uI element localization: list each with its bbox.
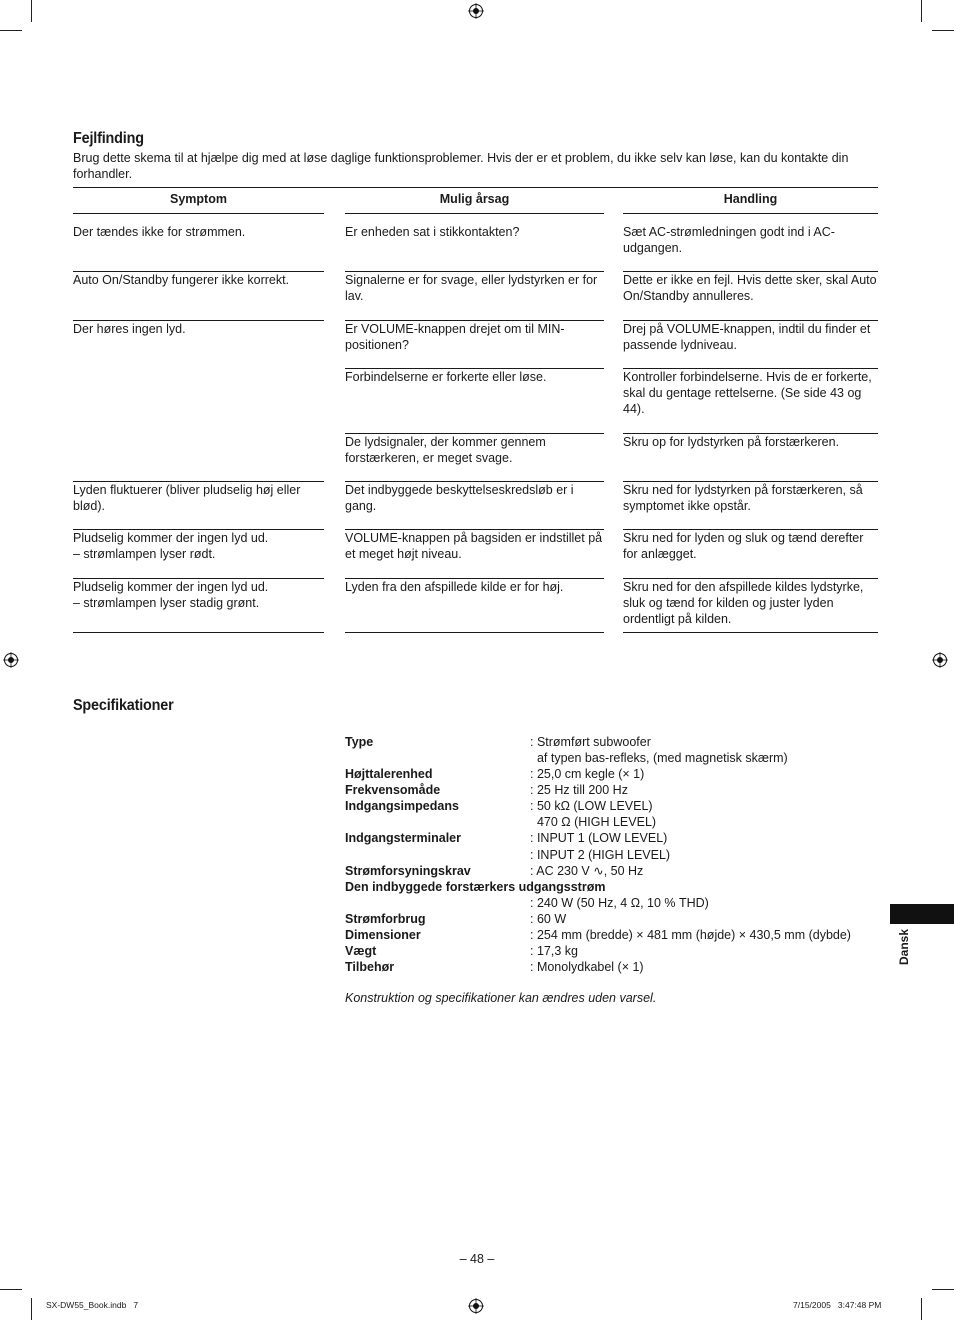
crop-mark — [921, 1298, 922, 1320]
spec-label: Vægt — [345, 944, 377, 958]
table-bottom-rule — [623, 632, 878, 633]
table-cell-cause: De lydsignaler, der kommer gennem forstærkeren, er meget svage. — [345, 435, 546, 465]
table-cell-symptom: Pludselig kommer der ingen lyd ud. – strømlampen lyser stadig grønt. — [73, 580, 269, 610]
table-cell-symptom: Der høres ingen lyd. — [73, 322, 186, 336]
table-cell-action: Dette er ikke en fejl. Hvis dette sker, skal Auto On/Standby annulleres. — [623, 273, 877, 303]
spec-label: Indgangsimpedans — [345, 799, 459, 813]
spec-label: Strømforsyningskrav — [345, 864, 471, 878]
crop-mark — [932, 30, 954, 31]
table-cell-cause: Det indbyggede beskyttelseskredsløb er i gang. — [345, 483, 574, 513]
registration-mark-icon — [468, 3, 484, 19]
table-cell-cause: Forbindelserne er forkerte eller løse. — [345, 370, 547, 384]
spec-label: Indgangsterminaler — [345, 831, 461, 845]
table-top-rule — [73, 187, 878, 188]
footer-timestamp: 7/15/2005 3:47:48 PM — [793, 1300, 882, 1310]
table-cell-action: Skru op for lydstyrken på forstærkeren. — [623, 435, 840, 449]
spec-value: : Strømført subwoofer — [530, 735, 651, 749]
troubleshooting-intro: Brug dette skema til at hjælpe dig med at løse daglige funktionsproblemer. Hvis der er et problem, du ikke selv kan løse, kan du kontakte din forhandler. — [73, 151, 849, 181]
language-tab — [890, 904, 954, 924]
spec-value: : INPUT 2 (HIGH LEVEL) — [530, 848, 671, 862]
language-tab-label: Dansk — [897, 928, 911, 965]
table-cell-action: Drej på VOLUME-knappen, indtil du finder et passende lydniveau. — [623, 322, 871, 352]
crop-mark — [31, 0, 32, 22]
spec-label: Tilbehør — [345, 960, 395, 974]
spec-label: Dimensioner — [345, 928, 421, 942]
column-header-symptom: Symptom — [170, 192, 227, 206]
spec-label: Den indbyggede forstærkers udgangsstrøm — [345, 880, 606, 894]
table-cell-action: Skru ned for lydstyrken på forstærkeren, så symptomet ikke opstår. — [623, 483, 863, 513]
header-bottom-rule — [345, 213, 604, 214]
spec-value: : 240 W (50 Hz, 4 Ω, 10 % THD) — [530, 896, 709, 910]
table-cell-action: Sæt AC-strømledningen godt ind i AC-udgangen. — [623, 225, 835, 255]
footer-filename: SX-DW55_Book.indb 7 — [46, 1300, 139, 1310]
spec-value: : 50 kΩ (LOW LEVEL) — [530, 799, 653, 813]
spec-value: : 25 Hz till 200 Hz — [530, 783, 628, 797]
table-cell-symptom: Der tændes ikke for strømmen. — [73, 225, 246, 239]
specifications-note: Konstruktion og specifikationer kan ændres uden varsel. — [345, 991, 657, 1005]
spec-label: Højttalerenhed — [345, 767, 433, 781]
table-cell-cause: VOLUME-knappen på bagsiden er indstillet på et meget højt niveau. — [345, 531, 603, 561]
table-cell-cause: Lyden fra den afspillede kilde er for høj. — [345, 580, 564, 594]
column-header-cause: Mulig årsag — [439, 192, 510, 206]
table-cell-cause: Er enheden sat i stikkontakten? — [345, 225, 520, 239]
spec-value: 470 Ω (HIGH LEVEL) — [530, 815, 657, 829]
column-header-action: Handling — [723, 192, 778, 206]
spec-label: Frekvensomåde — [345, 783, 441, 797]
crop-mark — [0, 30, 22, 31]
registration-mark-icon — [3, 652, 19, 668]
spec-value: : 17,3 kg — [530, 944, 578, 958]
spec-label: Strømforbrug — [345, 912, 426, 926]
table-bottom-rule — [73, 632, 324, 633]
crop-mark — [31, 1298, 32, 1320]
header-bottom-rule — [73, 213, 324, 214]
spec-value: : 60 W — [530, 912, 567, 926]
spec-value: : 25,0 cm kegle (× 1) — [530, 767, 645, 781]
crop-mark — [932, 1289, 954, 1290]
table-cell-action: Skru ned for den afspillede kildes lydstyrke, sluk og tænd for kilden og juster lyden ordentligt på kilden. — [623, 580, 864, 626]
crop-mark — [921, 0, 922, 22]
troubleshooting-title: Fejlfinding — [73, 130, 144, 147]
spec-value: : INPUT 1 (LOW LEVEL) — [530, 831, 668, 845]
spec-value: : 254 mm (bredde) × 481 mm (højde) × 430,5 mm (dybde) — [530, 928, 851, 942]
table-cell-cause: Signalerne er for svage, eller lydstyrken er for lav. — [345, 273, 598, 303]
table-cell-symptom: Pludselig kommer der ingen lyd ud. – strømlampen lyser rødt. — [73, 531, 269, 561]
table-cell-symptom: Auto On/Standby fungerer ikke korrekt. — [73, 273, 290, 287]
spec-value: : AC 230 V ∿, 50 Hz — [530, 864, 644, 878]
table-cell-action: Kontroller forbindelserne. Hvis de er forkerte, skal du gentage rettelserne. (Se side 43 og 44). — [623, 370, 872, 416]
registration-mark-icon — [468, 1298, 484, 1314]
header-bottom-rule — [623, 213, 878, 214]
crop-mark — [0, 1289, 22, 1290]
table-bottom-rule — [345, 632, 604, 633]
registration-mark-icon — [932, 652, 948, 668]
page-number: – 48 – — [459, 1252, 495, 1266]
table-cell-symptom: Lyden fluktuerer (bliver pludselig høj eller blød). — [73, 483, 301, 513]
spec-label: Type — [345, 735, 374, 749]
spec-value: af typen bas-refleks, (med magnetisk skærm) — [530, 751, 788, 765]
table-cell-action: Skru ned for lyden og sluk og tænd derefter for anlægget. — [623, 531, 864, 561]
spec-value: : Monolydkabel (× 1) — [530, 960, 644, 974]
table-cell-cause: Er VOLUME-knappen drejet om til MIN-positionen? — [345, 322, 565, 352]
specifications-title: Specifikationer — [73, 697, 174, 714]
